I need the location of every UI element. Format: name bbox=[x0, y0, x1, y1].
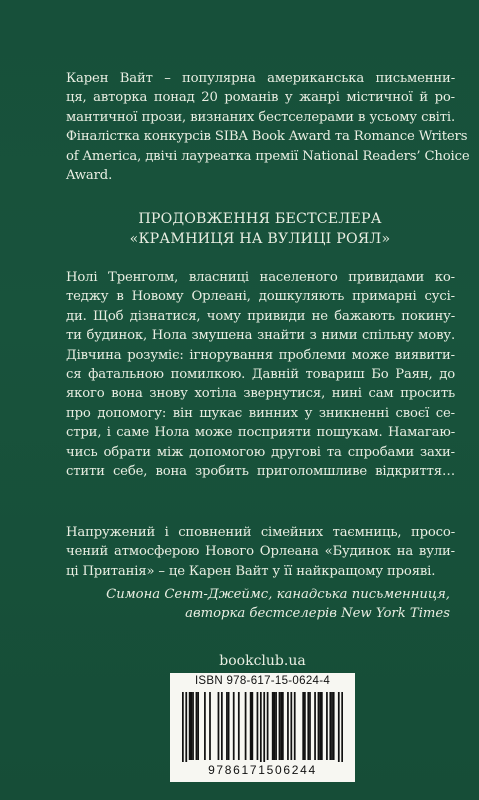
barcode-bar bbox=[314, 692, 316, 760]
barcode-bar bbox=[221, 692, 223, 760]
barcode-bar bbox=[185, 692, 187, 762]
barcode-bar bbox=[274, 692, 276, 760]
barcode-bar bbox=[329, 692, 331, 760]
bio-line: мантичної прози, визнаних бестселерами в усьому світі. bbox=[66, 109, 455, 125]
synopsis-line: стри, і саме Нола може посприяти пошукам. Намагаю- bbox=[66, 425, 455, 441]
synopsis bbox=[66, 268, 455, 481]
publisher-website: bookclub.ua bbox=[219, 653, 306, 669]
review-line: ці Пританія» – це Карен Вайт у її найкращому прояві. bbox=[66, 563, 436, 579]
synopsis-line: теджу в Новому Орлеані, дошкуляють примарні сусі- bbox=[66, 289, 455, 305]
barcode-bar bbox=[182, 692, 184, 762]
attribution-line-2: авторка бестселерів New York Times bbox=[185, 606, 450, 622]
barcode-bar bbox=[189, 692, 191, 760]
barcode-digits: 9786171506244 bbox=[208, 763, 317, 777]
barcode-bar bbox=[294, 692, 296, 760]
attribution-line-1: Симона Сент-Джеймс, канадська письменниця, bbox=[106, 587, 450, 602]
barcode-bar bbox=[192, 692, 194, 760]
barcode-bar bbox=[196, 692, 198, 760]
bio-line: ця, авторка понад 20 романів у жанрі містичної й ро- bbox=[66, 90, 455, 106]
barcode-bar bbox=[257, 692, 259, 760]
barcode-bar bbox=[280, 692, 282, 760]
barcode-bar bbox=[267, 692, 269, 760]
barcode-bar bbox=[333, 692, 335, 760]
barcode-bar bbox=[302, 692, 304, 760]
synopsis-line: Дівчина розуміє: ігнорування проблеми може виявити- bbox=[66, 347, 455, 363]
isbn-label: ISBN 978-617-15-0624-4 bbox=[194, 675, 331, 687]
barcode-bar bbox=[282, 692, 284, 760]
barcode-bars bbox=[182, 692, 343, 762]
synopsis-line: якого вона знову хотіла звернутися, нині сам просить bbox=[66, 386, 455, 402]
barcode-bar bbox=[326, 692, 328, 760]
synopsis-line: ти будинок, Нола змушена знайти з ними спільну мову. bbox=[66, 328, 455, 344]
synopsis-line: про допомогу: він шукає винних у зникненні своєї се- bbox=[66, 405, 455, 421]
synopsis-line: ди. Щоб дізнатися, чому привиди не бажають покину- bbox=[66, 308, 455, 324]
review-line: чений атмосферою Нового Орлеана «Будинок на вули- bbox=[66, 544, 455, 560]
barcode-bar bbox=[307, 692, 309, 760]
synopsis-line: чись обрати між допомогою другові та спробами захи- bbox=[66, 444, 455, 460]
barcode-bar bbox=[338, 692, 340, 762]
bio-line: of America, двічі лауреатка премії National Readers’ Choice bbox=[66, 148, 470, 164]
barcode-bar bbox=[331, 692, 333, 760]
barcode-bar bbox=[319, 692, 321, 760]
sequel-heading bbox=[40, 209, 479, 249]
barcode-bar bbox=[238, 692, 240, 760]
synopsis-line: Нолі Тренголм, власниці населеного привидами ко- bbox=[66, 270, 455, 285]
barcode-bar bbox=[309, 692, 311, 760]
barcode-bar bbox=[190, 692, 192, 760]
review-line: Напружений і сповнений сімейних таємниць, просо- bbox=[66, 525, 455, 540]
barcode-bar bbox=[251, 692, 253, 760]
author-bio bbox=[66, 69, 470, 185]
synopsis-line: ся фатальною помилкою. Давній товариш Бо Раян, до bbox=[66, 367, 455, 383]
barcode-bar bbox=[341, 692, 343, 762]
heading-line-2: «КРАМНИЦЯ НА ВУЛИЦІ РОЯЛ» bbox=[129, 231, 391, 247]
barcode-bar bbox=[245, 692, 247, 760]
barcode-bar bbox=[233, 692, 235, 760]
barcode-bar bbox=[260, 692, 262, 762]
barcode-bar bbox=[197, 692, 199, 760]
barcode-bar bbox=[304, 692, 306, 760]
barcode-bar bbox=[228, 692, 230, 760]
review-blurb bbox=[66, 523, 455, 581]
bio-line: Карен Вайт – популярна американська письменни- bbox=[66, 71, 455, 86]
synopsis-line: стити себе, вона зробить приголомшливе відкриття… bbox=[66, 464, 455, 480]
barcode-bar bbox=[287, 692, 289, 760]
barcode-bar bbox=[218, 692, 220, 760]
barcode-bar bbox=[321, 692, 323, 760]
barcode-bar bbox=[226, 692, 228, 760]
isbn-barcode bbox=[170, 673, 355, 782]
bio-line: Award. bbox=[66, 168, 113, 184]
barcode-bar bbox=[318, 692, 320, 760]
heading-line-1: ПРОДОВЖЕННЯ БЕСТСЕЛЕРА bbox=[138, 211, 382, 227]
barcode-bar bbox=[250, 692, 252, 760]
barcode-bar bbox=[209, 692, 211, 760]
bio-line: Фіналістка конкурсів SIBA Book Award та Romance Writers bbox=[66, 129, 468, 145]
barcode-bar bbox=[279, 692, 281, 760]
barcode-bar bbox=[275, 692, 277, 760]
barcode-bar bbox=[290, 692, 292, 760]
barcode-bar bbox=[263, 692, 265, 762]
barcode-bar bbox=[204, 692, 206, 760]
barcode-bar bbox=[272, 692, 274, 760]
review-attribution bbox=[90, 585, 450, 624]
